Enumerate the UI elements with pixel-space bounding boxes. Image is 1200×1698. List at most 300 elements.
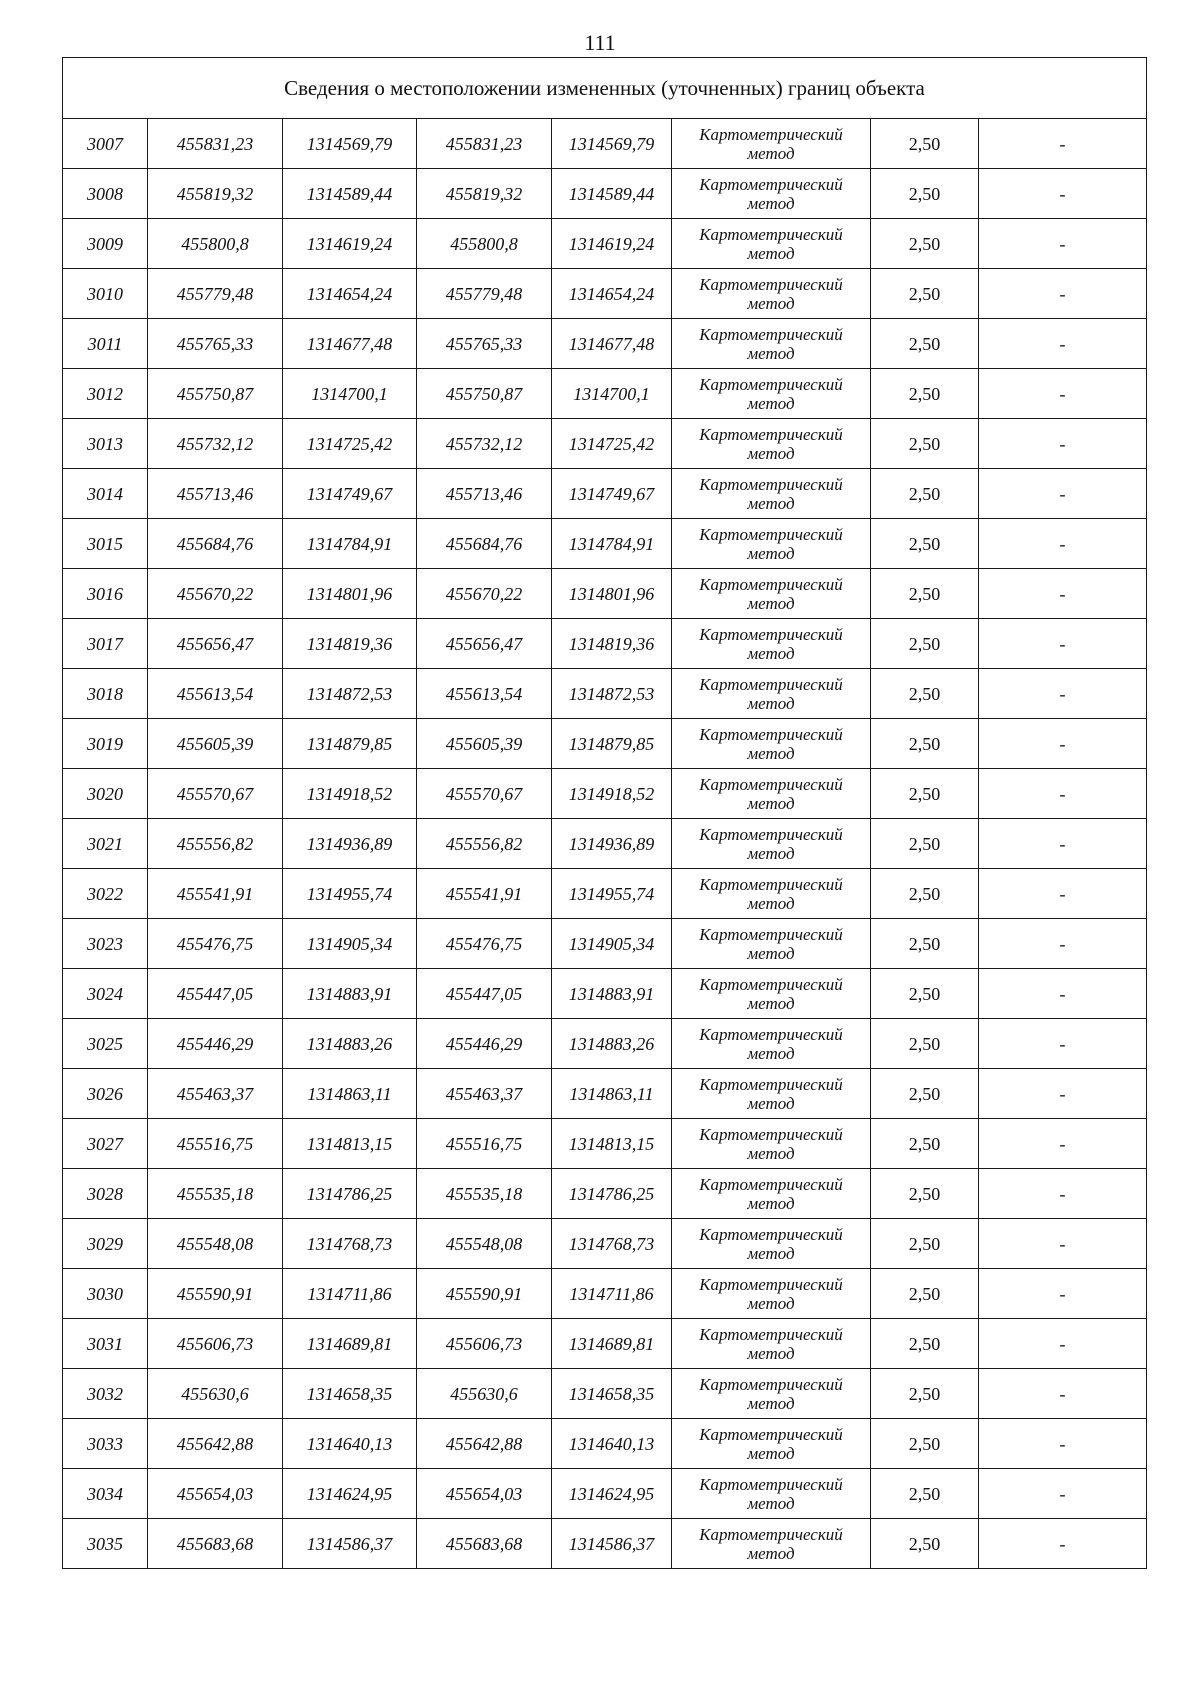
method-label-line2: метод	[747, 343, 795, 363]
note-cell: -	[979, 1169, 1147, 1219]
table-row	[63, 1019, 1147, 1069]
accuracy-cell: 2,50	[871, 1469, 979, 1519]
method-cell	[672, 1419, 871, 1469]
x-refined-cell: 455642,88	[417, 1419, 552, 1469]
x-refined-cell: 455447,05	[417, 969, 552, 1019]
method-label-line2: метод	[747, 493, 795, 513]
x-existing-cell: 455570,67	[148, 769, 283, 819]
method-cell	[672, 1169, 871, 1219]
y-existing-cell: 1314955,74	[283, 869, 417, 919]
method-label-line2: метод	[747, 543, 795, 563]
y-refined-cell: 1314905,34	[552, 919, 672, 969]
point-number-cell: 3025	[63, 1019, 148, 1069]
table-row	[63, 1469, 1147, 1519]
table-row	[63, 1119, 1147, 1169]
accuracy-cell: 2,50	[871, 769, 979, 819]
method-cell	[672, 119, 871, 169]
method-label-line1: Картометрический	[699, 674, 843, 694]
accuracy-cell: 2,50	[871, 1269, 979, 1319]
method-label-line1: Картометрический	[699, 124, 843, 144]
y-existing-cell: 1314936,89	[283, 819, 417, 869]
table-row	[63, 619, 1147, 669]
x-existing-cell: 455819,32	[148, 169, 283, 219]
y-refined-cell: 1314955,74	[552, 869, 672, 919]
accuracy-cell: 2,50	[871, 669, 979, 719]
method-label-line2: метод	[747, 943, 795, 963]
y-refined-cell: 1314879,85	[552, 719, 672, 769]
y-refined-cell: 1314711,86	[552, 1269, 672, 1319]
accuracy-cell: 2,50	[871, 919, 979, 969]
point-number-cell: 3033	[63, 1419, 148, 1469]
accuracy-cell: 2,50	[871, 569, 979, 619]
method-cell	[672, 469, 871, 519]
y-refined-cell: 1314801,96	[552, 569, 672, 619]
method-cell	[672, 1019, 871, 1069]
x-existing-cell: 455683,68	[148, 1519, 283, 1569]
x-refined-cell: 455606,73	[417, 1319, 552, 1369]
accuracy-cell: 2,50	[871, 269, 979, 319]
note-cell: -	[979, 569, 1147, 619]
y-existing-cell: 1314700,1	[283, 369, 417, 419]
x-existing-cell: 455630,6	[148, 1369, 283, 1419]
y-existing-cell: 1314569,79	[283, 119, 417, 169]
point-number-cell: 3018	[63, 669, 148, 719]
y-existing-cell: 1314863,11	[283, 1069, 417, 1119]
method-label-line1: Картометрический	[699, 1024, 843, 1044]
note-cell: -	[979, 669, 1147, 719]
table-row	[63, 119, 1147, 169]
method-cell	[672, 169, 871, 219]
table-body	[63, 119, 1147, 1569]
y-refined-cell: 1314863,11	[552, 1069, 672, 1119]
y-refined-cell: 1314786,25	[552, 1169, 672, 1219]
x-existing-cell: 455750,87	[148, 369, 283, 419]
method-cell	[672, 1319, 871, 1369]
table-row	[63, 419, 1147, 469]
x-existing-cell: 455447,05	[148, 969, 283, 1019]
point-number-cell: 3013	[63, 419, 148, 469]
y-refined-cell: 1314813,15	[552, 1119, 672, 1169]
x-existing-cell: 455613,54	[148, 669, 283, 719]
table-row	[63, 869, 1147, 919]
method-label-line2: метод	[747, 743, 795, 763]
y-refined-cell: 1314569,79	[552, 119, 672, 169]
y-existing-cell: 1314883,91	[283, 969, 417, 1019]
method-label-line1: Картометрический	[699, 924, 843, 944]
point-number-cell: 3019	[63, 719, 148, 769]
x-refined-cell: 455713,46	[417, 469, 552, 519]
accuracy-cell: 2,50	[871, 819, 979, 869]
table-row	[63, 269, 1147, 319]
accuracy-cell: 2,50	[871, 119, 979, 169]
table-row	[63, 919, 1147, 969]
note-cell: -	[979, 1119, 1147, 1169]
method-label-line2: метод	[747, 1193, 795, 1213]
y-existing-cell: 1314689,81	[283, 1319, 417, 1369]
point-number-cell: 3027	[63, 1119, 148, 1169]
y-refined-cell: 1314700,1	[552, 369, 672, 419]
point-number-cell: 3008	[63, 169, 148, 219]
page-number: 111	[584, 30, 616, 55]
method-cell	[672, 869, 871, 919]
y-existing-cell: 1314677,48	[283, 319, 417, 369]
note-cell: -	[979, 1019, 1147, 1069]
x-existing-cell: 455656,47	[148, 619, 283, 669]
table-row	[63, 369, 1147, 419]
method-cell	[672, 969, 871, 1019]
table-row	[63, 219, 1147, 269]
table-row	[63, 1269, 1147, 1319]
x-existing-cell: 455606,73	[148, 1319, 283, 1369]
y-refined-cell: 1314749,67	[552, 469, 672, 519]
x-existing-cell: 455732,12	[148, 419, 283, 469]
method-label-line1: Картометрический	[699, 1474, 843, 1494]
table-row	[63, 1069, 1147, 1119]
method-cell	[672, 369, 871, 419]
method-label-line1: Картометрический	[699, 1324, 843, 1344]
method-cell	[672, 269, 871, 319]
x-refined-cell: 455683,68	[417, 1519, 552, 1569]
y-refined-cell: 1314883,91	[552, 969, 672, 1019]
x-existing-cell: 455670,22	[148, 569, 283, 619]
x-existing-cell: 455765,33	[148, 319, 283, 369]
y-existing-cell: 1314658,35	[283, 1369, 417, 1419]
method-cell	[672, 719, 871, 769]
accuracy-cell: 2,50	[871, 219, 979, 269]
x-refined-cell: 455750,87	[417, 369, 552, 419]
x-refined-cell: 455613,54	[417, 669, 552, 719]
method-label-line1: Картометрический	[699, 874, 843, 894]
method-label-line1: Картометрический	[699, 224, 843, 244]
point-number-cell: 3030	[63, 1269, 148, 1319]
y-existing-cell: 1314905,34	[283, 919, 417, 969]
x-existing-cell: 455654,03	[148, 1469, 283, 1519]
x-refined-cell: 455476,75	[417, 919, 552, 969]
point-number-cell: 3032	[63, 1369, 148, 1419]
table-row	[63, 819, 1147, 869]
note-cell: -	[979, 469, 1147, 519]
method-label-line2: метод	[747, 293, 795, 313]
point-number-cell: 3031	[63, 1319, 148, 1369]
y-refined-cell: 1314619,24	[552, 219, 672, 269]
method-label-line2: метод	[747, 993, 795, 1013]
x-existing-cell: 455535,18	[148, 1169, 283, 1219]
method-label-line1: Картометрический	[699, 1124, 843, 1144]
table-row	[63, 969, 1147, 1019]
method-label-line2: метод	[747, 693, 795, 713]
x-refined-cell: 455819,32	[417, 169, 552, 219]
y-existing-cell: 1314883,26	[283, 1019, 417, 1069]
accuracy-cell: 2,50	[871, 1069, 979, 1119]
y-refined-cell: 1314624,95	[552, 1469, 672, 1519]
method-cell	[672, 519, 871, 569]
y-refined-cell: 1314640,13	[552, 1419, 672, 1469]
method-label-line1: Картометрический	[699, 574, 843, 594]
x-existing-cell: 455556,82	[148, 819, 283, 869]
x-existing-cell: 455590,91	[148, 1269, 283, 1319]
note-cell: -	[979, 1269, 1147, 1319]
x-refined-cell: 455535,18	[417, 1169, 552, 1219]
method-label-line1: Картометрический	[699, 324, 843, 344]
x-refined-cell: 455732,12	[417, 419, 552, 469]
x-refined-cell: 455541,91	[417, 869, 552, 919]
method-label-line2: метод	[747, 1343, 795, 1363]
table-row	[63, 469, 1147, 519]
note-cell: -	[979, 919, 1147, 969]
method-label-line2: метод	[747, 443, 795, 463]
y-existing-cell: 1314918,52	[283, 769, 417, 819]
note-cell: -	[979, 1419, 1147, 1469]
x-refined-cell: 455654,03	[417, 1469, 552, 1519]
table-title: Сведения о местоположении измененных (уточненных) границ объекта	[63, 58, 1147, 119]
point-number-cell: 3016	[63, 569, 148, 619]
method-label-line2: метод	[747, 643, 795, 663]
method-label-line2: метод	[747, 243, 795, 263]
table-title-row	[63, 58, 1147, 119]
table-row	[63, 1319, 1147, 1369]
accuracy-cell: 2,50	[871, 1219, 979, 1269]
accuracy-cell: 2,50	[871, 619, 979, 669]
note-cell: -	[979, 169, 1147, 219]
method-cell	[672, 1069, 871, 1119]
x-refined-cell: 455779,48	[417, 269, 552, 319]
method-cell	[672, 419, 871, 469]
note-cell: -	[979, 119, 1147, 169]
note-cell: -	[979, 1369, 1147, 1419]
accuracy-cell: 2,50	[871, 369, 979, 419]
x-refined-cell: 455556,82	[417, 819, 552, 869]
x-refined-cell: 455605,39	[417, 719, 552, 769]
note-cell: -	[979, 369, 1147, 419]
x-existing-cell: 455713,46	[148, 469, 283, 519]
method-label-line2: метод	[747, 893, 795, 913]
method-label-line1: Картометрический	[699, 974, 843, 994]
method-label-line2: метод	[747, 593, 795, 613]
y-existing-cell: 1314749,67	[283, 469, 417, 519]
method-cell	[672, 1519, 871, 1569]
x-refined-cell: 455831,23	[417, 119, 552, 169]
x-refined-cell: 455570,67	[417, 769, 552, 819]
y-existing-cell: 1314711,86	[283, 1269, 417, 1319]
method-cell	[672, 569, 871, 619]
table-row	[63, 719, 1147, 769]
x-refined-cell: 455765,33	[417, 319, 552, 369]
y-refined-cell: 1314658,35	[552, 1369, 672, 1419]
table-row	[63, 1519, 1147, 1569]
method-cell	[672, 919, 871, 969]
point-number-cell: 3035	[63, 1519, 148, 1569]
method-label-line1: Картометрический	[699, 774, 843, 794]
method-cell	[672, 819, 871, 869]
point-number-cell: 3024	[63, 969, 148, 1019]
y-refined-cell: 1314768,73	[552, 1219, 672, 1269]
y-refined-cell: 1314677,48	[552, 319, 672, 369]
point-number-cell: 3028	[63, 1169, 148, 1219]
method-label-line1: Картометрический	[699, 1174, 843, 1194]
y-refined-cell: 1314654,24	[552, 269, 672, 319]
note-cell: -	[979, 269, 1147, 319]
point-number-cell: 3034	[63, 1469, 148, 1519]
accuracy-cell: 2,50	[871, 1519, 979, 1569]
point-number-cell: 3011	[63, 319, 148, 369]
y-refined-cell: 1314784,91	[552, 519, 672, 569]
point-number-cell: 3014	[63, 469, 148, 519]
method-label-line2: метод	[747, 1043, 795, 1063]
point-number-cell: 3022	[63, 869, 148, 919]
y-refined-cell: 1314689,81	[552, 1319, 672, 1369]
table-row	[63, 1369, 1147, 1419]
accuracy-cell: 2,50	[871, 469, 979, 519]
method-label-line1: Картометрический	[699, 824, 843, 844]
point-number-cell: 3015	[63, 519, 148, 569]
y-existing-cell: 1314819,36	[283, 619, 417, 669]
y-existing-cell: 1314784,91	[283, 519, 417, 569]
point-number-cell: 3017	[63, 619, 148, 669]
accuracy-cell: 2,50	[871, 1019, 979, 1069]
note-cell: -	[979, 969, 1147, 1019]
y-existing-cell: 1314586,37	[283, 1519, 417, 1569]
method-label-line2: метод	[747, 1393, 795, 1413]
note-cell: -	[979, 219, 1147, 269]
note-cell: -	[979, 869, 1147, 919]
method-cell	[672, 769, 871, 819]
point-number-cell: 3007	[63, 119, 148, 169]
y-refined-cell: 1314725,42	[552, 419, 672, 469]
method-cell	[672, 319, 871, 369]
note-cell: -	[979, 819, 1147, 869]
note-cell: -	[979, 1069, 1147, 1119]
y-refined-cell: 1314589,44	[552, 169, 672, 219]
table-row	[63, 569, 1147, 619]
method-label-line2: метод	[747, 393, 795, 413]
table-row	[63, 769, 1147, 819]
method-label-line2: метод	[747, 1543, 795, 1563]
table-row	[63, 519, 1147, 569]
x-existing-cell: 455541,91	[148, 869, 283, 919]
point-number-cell: 3010	[63, 269, 148, 319]
y-existing-cell: 1314640,13	[283, 1419, 417, 1469]
method-label-line1: Картометрический	[699, 274, 843, 294]
method-label-line2: метод	[747, 193, 795, 213]
method-label-line2: метод	[747, 793, 795, 813]
method-cell	[672, 1219, 871, 1269]
method-cell	[672, 1269, 871, 1319]
y-refined-cell: 1314936,89	[552, 819, 672, 869]
method-cell	[672, 669, 871, 719]
y-existing-cell: 1314801,96	[283, 569, 417, 619]
method-cell	[672, 1119, 871, 1169]
y-refined-cell: 1314918,52	[552, 769, 672, 819]
coordinates-table	[62, 57, 1147, 1569]
x-refined-cell: 455670,22	[417, 569, 552, 619]
method-label-line1: Картометрический	[699, 1224, 843, 1244]
y-existing-cell: 1314786,25	[283, 1169, 417, 1219]
method-label-line2: метод	[747, 1143, 795, 1163]
x-refined-cell: 455684,76	[417, 519, 552, 569]
method-label-line2: метод	[747, 1093, 795, 1113]
x-refined-cell: 455656,47	[417, 619, 552, 669]
point-number-cell: 3012	[63, 369, 148, 419]
y-refined-cell: 1314586,37	[552, 1519, 672, 1569]
point-number-cell: 3026	[63, 1069, 148, 1119]
note-cell: -	[979, 1219, 1147, 1269]
y-existing-cell: 1314725,42	[283, 419, 417, 469]
accuracy-cell: 2,50	[871, 519, 979, 569]
point-number-cell: 3029	[63, 1219, 148, 1269]
x-existing-cell: 455605,39	[148, 719, 283, 769]
method-cell	[672, 219, 871, 269]
x-refined-cell: 455548,08	[417, 1219, 552, 1269]
method-label-line2: метод	[747, 1443, 795, 1463]
y-existing-cell: 1314813,15	[283, 1119, 417, 1169]
point-number-cell: 3021	[63, 819, 148, 869]
table-row	[63, 169, 1147, 219]
accuracy-cell: 2,50	[871, 869, 979, 919]
point-number-cell: 3020	[63, 769, 148, 819]
accuracy-cell: 2,50	[871, 1369, 979, 1419]
accuracy-cell: 2,50	[871, 1319, 979, 1369]
accuracy-cell: 2,50	[871, 1169, 979, 1219]
y-existing-cell: 1314619,24	[283, 219, 417, 269]
method-label-line2: метод	[747, 1243, 795, 1263]
y-refined-cell: 1314819,36	[552, 619, 672, 669]
y-existing-cell: 1314768,73	[283, 1219, 417, 1269]
x-refined-cell: 455800,8	[417, 219, 552, 269]
method-label-line1: Картометрический	[699, 1374, 843, 1394]
method-cell	[672, 619, 871, 669]
table-row	[63, 1219, 1147, 1269]
note-cell: -	[979, 319, 1147, 369]
accuracy-cell: 2,50	[871, 1419, 979, 1469]
method-label-line1: Картометрический	[699, 724, 843, 744]
x-refined-cell: 455630,6	[417, 1369, 552, 1419]
y-existing-cell: 1314589,44	[283, 169, 417, 219]
method-label-line1: Картометрический	[699, 424, 843, 444]
method-cell	[672, 1369, 871, 1419]
accuracy-cell: 2,50	[871, 719, 979, 769]
y-refined-cell: 1314883,26	[552, 1019, 672, 1069]
method-label-line1: Картометрический	[699, 374, 843, 394]
note-cell: -	[979, 1469, 1147, 1519]
accuracy-cell: 2,50	[871, 319, 979, 369]
method-label-line1: Картометрический	[699, 1074, 843, 1094]
point-number-cell: 3023	[63, 919, 148, 969]
x-existing-cell: 455831,23	[148, 119, 283, 169]
method-label-line2: метод	[747, 1293, 795, 1313]
note-cell: -	[979, 419, 1147, 469]
accuracy-cell: 2,50	[871, 969, 979, 1019]
y-existing-cell: 1314879,85	[283, 719, 417, 769]
method-label-line2: метод	[747, 843, 795, 863]
method-label-line1: Картометрический	[699, 1524, 843, 1544]
x-refined-cell: 455516,75	[417, 1119, 552, 1169]
x-refined-cell: 455590,91	[417, 1269, 552, 1319]
y-existing-cell: 1314624,95	[283, 1469, 417, 1519]
x-existing-cell: 455463,37	[148, 1069, 283, 1119]
y-refined-cell: 1314872,53	[552, 669, 672, 719]
x-existing-cell: 455800,8	[148, 219, 283, 269]
table-row	[63, 319, 1147, 369]
method-cell	[672, 1469, 871, 1519]
x-refined-cell: 455446,29	[417, 1019, 552, 1069]
y-existing-cell: 1314654,24	[283, 269, 417, 319]
method-label-line2: метод	[747, 1493, 795, 1513]
accuracy-cell: 2,50	[871, 419, 979, 469]
method-label-line1: Картометрический	[699, 174, 843, 194]
table-row	[63, 669, 1147, 719]
note-cell: -	[979, 769, 1147, 819]
x-existing-cell: 455548,08	[148, 1219, 283, 1269]
